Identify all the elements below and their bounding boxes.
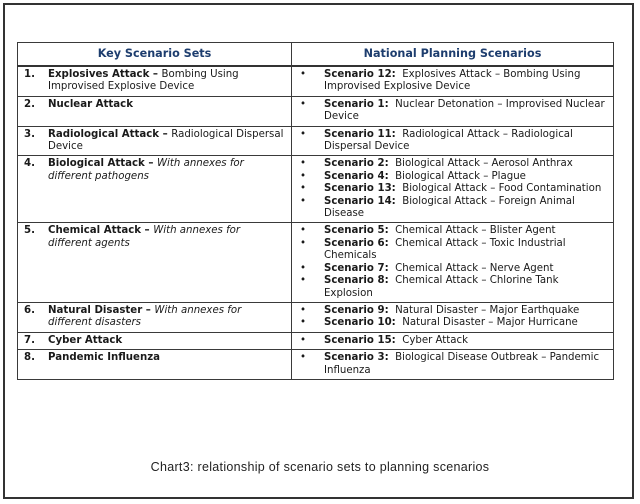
scenario-text: Biological Attack – Food Contamination [402,183,602,195]
key-scenario-set-cell [18,223,292,302]
list-item [298,305,607,317]
table-row [18,96,614,126]
scenario-table [17,42,614,380]
scenario-label: Scenario 6: [324,237,389,249]
set-number: 1. [24,69,35,80]
set-number: 3. [24,128,35,140]
scenario-text: Natural Disaster – Major Earthquake [395,304,580,316]
scenario-text: Biological Attack – Aerosol Anthrax [395,158,573,170]
scenario-set-entry [24,69,285,94]
set-title: Chemical Attack [48,225,142,237]
set-text [48,352,285,364]
scenario-text: Explosives Attack – Bombing Using Improvised Explosive Device [324,69,581,93]
national-planning-cell [292,156,614,223]
list-item [298,335,607,347]
scenario-text: Chemical Attack – Chlorine Tank Explosion [324,275,559,299]
set-number: 8. [24,352,35,364]
set-title: Radiological Attack [48,128,160,140]
set-number: 2. [24,98,35,110]
scenario-label: Scenario 3: [324,352,389,364]
scenario-text: Biological Attack – Plague [395,170,526,182]
bullet-icon: • [300,128,307,140]
set-text [48,158,285,183]
list-item [298,225,607,237]
national-planning-cell [292,302,614,332]
scenario-set-entry [24,335,285,347]
scenario-list [298,352,607,377]
scenario-label: Scenario 2: [324,158,389,170]
scenario-entry [324,225,607,237]
scenario-text: Cyber Attack [402,334,469,346]
scenario-entry [324,352,607,377]
list-item [298,99,607,124]
list-item [298,275,607,300]
national-planning-cell [292,332,614,349]
national-planning-cell [292,350,614,380]
list-item [298,129,607,154]
bullet-icon: • [300,262,307,274]
scenario-text: Natural Disaster – Major Hurricane [402,317,578,329]
key-scenario-set-cell [18,156,292,223]
table-header-row [18,43,614,67]
set-separator: – [159,128,172,140]
national-planning-cell [292,223,614,302]
set-separator: – [149,69,162,80]
set-number: 7. [24,334,35,346]
key-scenario-set-cell [18,302,292,332]
set-description: With annexes for different agents [48,225,241,249]
list-item [298,238,607,263]
scenario-list [298,99,607,124]
scenario-list [298,335,607,347]
scenario-label: Scenario 5: [324,225,389,237]
scenario-set-entry [24,99,285,111]
set-separator: – [142,304,155,316]
scenario-list [298,129,607,154]
scenario-entry [324,158,607,170]
set-description: With annexes for different disasters [48,304,242,329]
scenario-set-entry [24,305,285,330]
list-item [298,69,607,94]
scenario-entry [324,263,607,275]
scenario-entry [324,183,607,195]
scenario-label: Scenario 8: [324,275,389,287]
scenario-label: Scenario 13: [324,183,396,195]
key-scenario-set-cell [18,332,292,349]
scenario-set-entry [24,129,285,154]
set-number: 5. [24,225,35,237]
scenario-list [298,225,607,299]
scenario-label: Scenario 14: [324,195,396,207]
key-scenario-set-cell [18,66,292,96]
set-text [48,69,285,94]
bullet-icon: • [300,225,307,237]
bullet-icon: • [300,304,307,316]
bullet-icon: • [300,352,307,364]
set-title: Biological Attack [48,158,145,170]
set-description: Radiological Dispersal Device [48,128,284,153]
scenario-entry [324,171,607,183]
scenario-label: Scenario 12: [324,69,396,80]
national-planning-cell [292,126,614,156]
scenario-label: Scenario 15: [324,334,396,346]
scenario-set-entry [24,225,285,250]
scenario-entry [324,129,607,154]
set-title: Nuclear Attack [48,98,133,110]
scenario-text: Chemical Attack – Blister Agent [395,225,556,237]
bullet-icon: • [300,237,307,249]
set-title: Pandemic Influenza [48,352,161,364]
set-title: Natural Disaster [48,304,143,316]
set-description: Bombing Using Improvised Explosive Device [48,69,239,93]
set-title: Cyber Attack [48,334,123,346]
set-separator: – [141,225,154,237]
key-scenario-set-cell [18,96,292,126]
set-number: 6. [24,304,35,316]
list-item [298,158,607,170]
bullet-icon: • [300,158,307,170]
bullet-icon: • [300,195,307,207]
list-item [298,317,607,329]
scenario-entry [324,335,607,347]
scenario-text: Biological Disease Outbreak – Pandemic Influenza [324,352,600,376]
national-planning-cell [292,96,614,126]
figure-caption: Chart3: relationship of scenario sets to planning scenarios [150,460,490,474]
set-title: Explosives Attack [48,69,150,80]
table-row [18,156,614,223]
set-text [48,225,285,250]
table-row [18,332,614,349]
scenario-list [298,305,607,330]
scenario-entry [324,317,607,329]
table-row [18,350,614,380]
set-text [48,99,285,111]
bullet-icon: • [300,98,307,110]
scenario-entry [324,305,607,317]
bullet-icon: • [300,334,307,346]
header-national-planning-scenarios: National Planning Scenarios [292,43,614,67]
set-text [48,305,285,330]
scenario-set-entry [24,158,285,183]
scenario-text: Radiological Attack – Radiological Dispersal Device [324,128,573,153]
bullet-icon: • [300,275,307,287]
scenario-label: Scenario 10: [324,317,396,329]
scenario-text: Nuclear Detonation – Improvised Nuclear Device [324,98,605,123]
table-row [18,223,614,302]
list-item [298,196,607,221]
scenario-list [298,158,607,220]
list-item [298,171,607,183]
scenario-text: Biological Attack – Foreign Animal Disease [324,195,575,220]
table-row [18,66,614,96]
scenario-label: Scenario 7: [324,262,389,274]
bullet-icon: • [300,69,307,80]
scenario-label: Scenario 4: [324,170,389,182]
bullet-icon: • [300,170,307,182]
national-planning-cell [292,66,614,96]
scenario-label: Scenario 11: [324,128,396,140]
set-text [48,335,285,347]
set-text [48,129,285,154]
scenario-entry [324,275,607,300]
key-scenario-set-cell [18,350,292,380]
list-item [298,352,607,377]
set-separator: – [144,158,157,170]
table-body [18,66,614,379]
scenario-label: Scenario 1: [324,98,389,110]
bullet-icon: • [300,183,307,195]
scenario-list [298,69,607,94]
scenario-entry [324,99,607,124]
scenario-entry [324,69,607,94]
scenario-text: Chemical Attack – Toxic Industrial Chemicals [324,237,566,262]
header-key-scenario-sets: Key Scenario Sets [18,43,292,67]
set-description: With annexes for different pathogens [48,158,244,182]
list-item [298,263,607,275]
bullet-icon: • [300,317,307,329]
scenario-text: Chemical Attack – Nerve Agent [395,262,554,274]
list-item [298,183,607,195]
scenario-set-entry [24,352,285,364]
table-row [18,302,614,332]
scenario-entry [324,238,607,263]
scenario-label: Scenario 9: [324,304,389,316]
table-row [18,126,614,156]
key-scenario-set-cell [18,126,292,156]
set-number: 4. [24,158,35,170]
scenario-entry [324,196,607,221]
